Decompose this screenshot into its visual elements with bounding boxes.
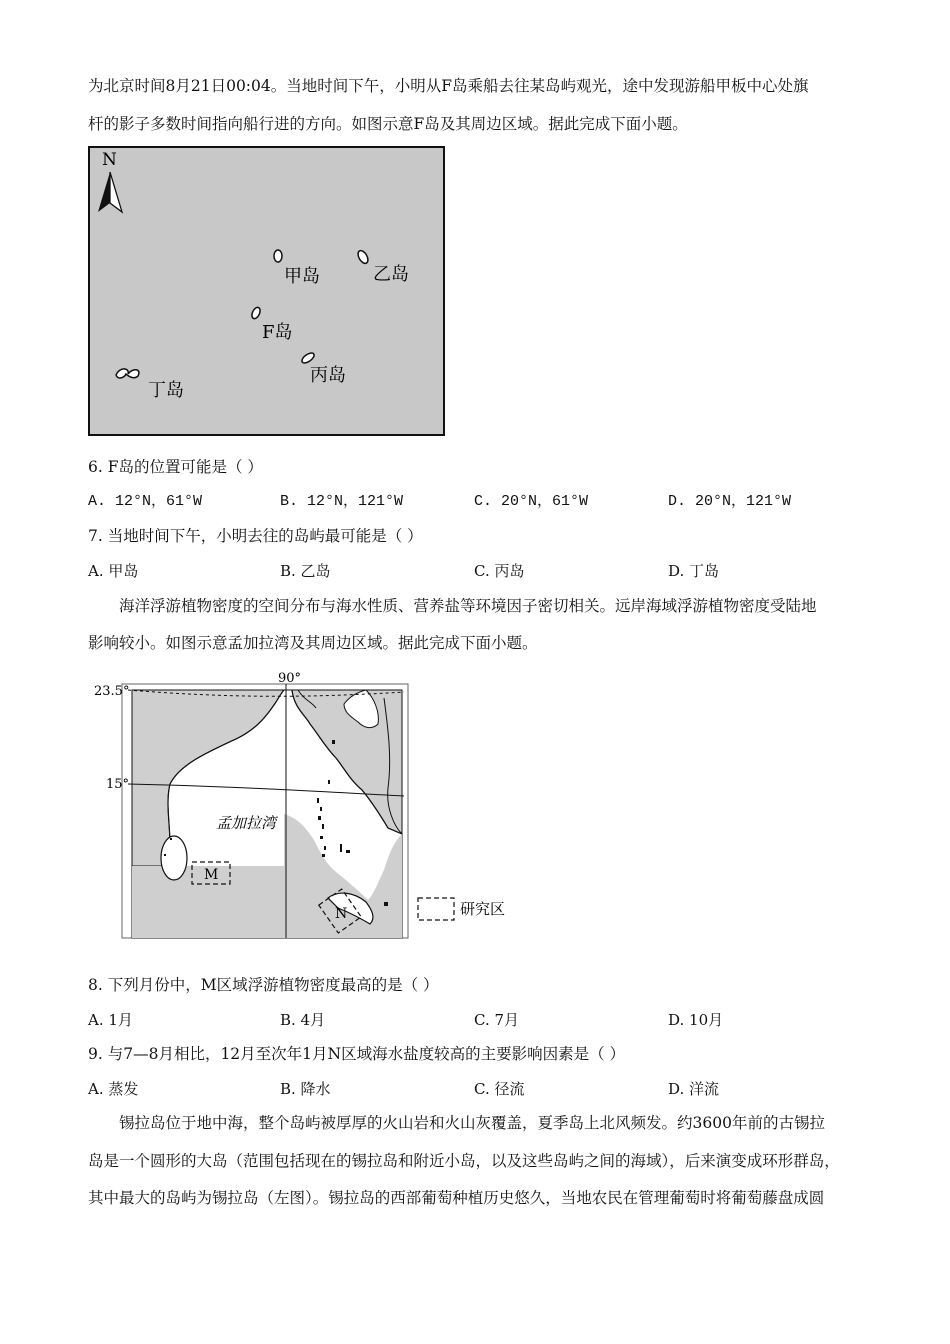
island-bing-label: 丙岛	[310, 365, 346, 386]
q7-option-a[interactable]: A. 甲岛	[88, 562, 139, 580]
legend-label: 研究区	[460, 900, 506, 918]
q7-option-b[interactable]: B. 乙岛	[280, 562, 331, 580]
q9-option-a[interactable]: A. 蒸发	[88, 1080, 139, 1098]
q8-option-d[interactable]: D. 10月	[668, 1011, 724, 1029]
island-f-label: F岛	[262, 322, 293, 343]
q6-option-b[interactable]: B. 12°N，121°W	[280, 493, 404, 510]
box-n-label: N	[335, 906, 348, 922]
island-map	[88, 146, 446, 438]
q9-stem: 9. 与7—8月相比，12月至次年1月N区域海水盐度较高的主要影响因素是（ ）	[88, 1045, 626, 1063]
box-m-label: M	[204, 867, 219, 883]
q7-stem: 7. 当地时间下午，小明去往的岛屿最可能是（ ）	[88, 527, 423, 545]
passage3-line-3: 其中最大的岛屿为锡拉岛（左图）。锡拉岛的西部葡萄种植历史悠久，当地农民在管理葡萄时将葡萄藤盘成圆	[88, 1189, 825, 1207]
north-label: N	[102, 150, 117, 170]
bengal-map	[88, 668, 518, 940]
island-ding-label: 丁岛	[148, 380, 184, 401]
legend-box	[418, 898, 454, 920]
q6-option-d[interactable]: D. 20°N，121°W	[668, 493, 792, 510]
q9-option-b[interactable]: B. 降水	[280, 1080, 331, 1098]
lat-mid-label: 15°	[106, 777, 130, 792]
island-jia-label: 甲岛	[284, 266, 320, 287]
passage3-line-1: 锡拉岛位于地中海，整个岛屿被厚厚的火山岩和火山灰覆盖，夏季岛上北风频发。约3600年前的古锡拉	[119, 1114, 825, 1132]
sri-lanka-shape	[161, 836, 187, 880]
bay-label: 孟加拉湾	[216, 814, 277, 832]
q6-option-a[interactable]: A. 12°N，61°W	[88, 493, 203, 510]
island-jia-shape	[274, 250, 282, 262]
intro-line-2: 杆的影子多数时间指向船行进的方向。如图示意F岛及其周边区域。据此完成下面小题。	[88, 115, 688, 133]
q8-option-b[interactable]: B. 4月	[280, 1011, 326, 1029]
lat-top-label: 23.5°	[94, 684, 130, 699]
q7-option-c[interactable]: C. 丙岛	[474, 562, 525, 580]
q8-stem: 8. 下列月份中，M区域浮游植物密度最高的是（ ）	[88, 976, 439, 994]
island-yi-label: 乙岛	[373, 264, 409, 285]
q7-option-d[interactable]: D. 丁岛	[668, 562, 720, 580]
q6-option-c[interactable]: C. 20°N，61°W	[474, 493, 589, 510]
intro-line-1: 为北京时间8月21日00:04。当地时间下午，小明从F岛乘船去往某岛屿观光，途中发现游船甲板中心处旗	[88, 77, 809, 95]
q8-option-c[interactable]: C. 7月	[474, 1011, 520, 1029]
q9-option-c[interactable]: C. 径流	[474, 1080, 525, 1098]
passage2-line-1: 海洋浮游植物密度的空间分布与海水性质、营养盐等环境因子密切相关。远岸海域浮游植物密度受陆地	[119, 597, 817, 615]
lon-label: 90°	[278, 671, 302, 686]
passage2-line-2: 影响较小。如图示意孟加拉湾及其周边区域。据此完成下面小题。	[88, 634, 538, 652]
q9-option-d[interactable]: D. 洋流	[668, 1080, 720, 1098]
q8-option-a[interactable]: A. 1月	[88, 1011, 133, 1029]
map-frame	[89, 147, 444, 435]
passage3-line-2: 岛是一个圆形的大岛（范围包括现在的锡拉岛和附近小岛，以及这些岛屿之间的海域），后来演变成环形群岛，	[88, 1152, 840, 1170]
q6-stem: 6. F岛的位置可能是（ ）	[88, 458, 263, 476]
